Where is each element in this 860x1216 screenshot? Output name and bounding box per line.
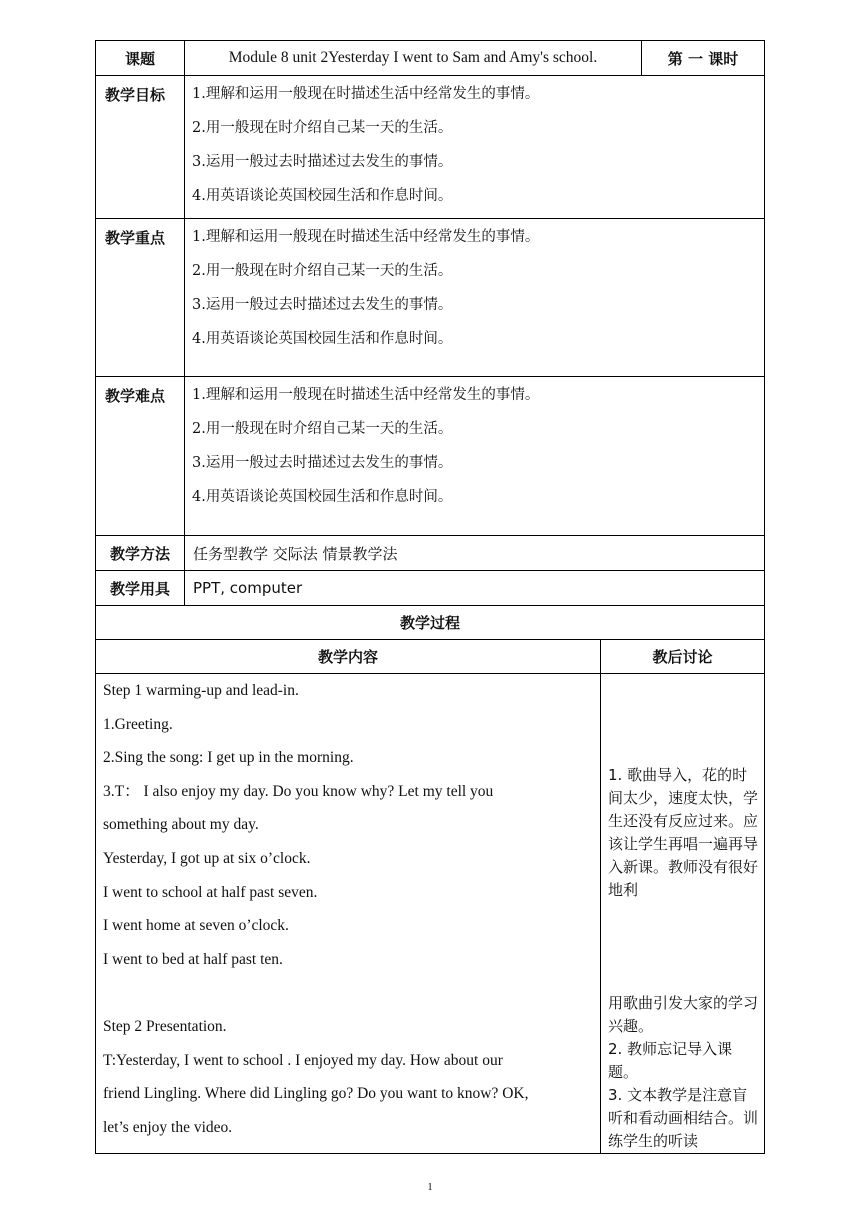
notes-header: 教后讨论 <box>601 640 765 674</box>
process-title-row <box>96 606 765 640</box>
objective-item: 4.用英语谈论英国校园生活和作息时间。 <box>192 188 453 204</box>
process-header-row <box>96 640 765 674</box>
content-line: something about my day. <box>103 816 259 834</box>
key-point-item: 2.用一般现在时介绍自己某一天的生活。 <box>192 263 453 279</box>
post-lesson-notes <box>601 674 765 1154</box>
content-line: I went to school at half past seven. <box>103 883 318 901</box>
objective-item: 2.用一般现在时介绍自己某一天的生活。 <box>192 120 453 136</box>
process-body-row <box>96 674 765 1154</box>
period-label: 第 一 课时 <box>642 41 765 76</box>
note-block: 2. 教师忘记导入课题。 <box>608 1040 733 1081</box>
lesson-plan-table <box>95 40 765 1154</box>
difficulties-list <box>185 377 765 536</box>
note-block: 3. 文本教学是注意盲听和看动画相结合。训练学生的听读 <box>608 1086 759 1150</box>
topic-row <box>96 41 765 76</box>
difficulty-item: 4.用英语谈论英国校园生活和作息时间。 <box>192 489 453 505</box>
methods-label: 教学方法 <box>96 536 185 571</box>
key-point-item: 3.运用一般过去时描述过去发生的事情。 <box>192 297 453 313</box>
key-points-row <box>96 219 765 377</box>
difficulty-item: 2.用一般现在时介绍自己某一天的生活。 <box>192 421 453 437</box>
content-line: Step 2 Presentation. <box>103 1017 227 1035</box>
process-title: 教学过程 <box>96 606 765 640</box>
topic-label: 课题 <box>96 41 185 76</box>
objective-item: 3.运用一般过去时描述过去发生的事情。 <box>192 154 453 170</box>
content-line: Yesterday, I got up at six o’clock. <box>103 849 311 867</box>
note-block: 用歌曲引发大家的学习兴趣。 <box>608 994 759 1035</box>
difficulty-item: 3.运用一般过去时描述过去发生的事情。 <box>192 455 453 471</box>
key-points-label: 教学重点 <box>96 219 185 377</box>
key-point-item: 1.理解和运用一般现在时描述生活中经常发生的事情。 <box>192 229 540 245</box>
content-line: I went to bed at half past ten. <box>103 950 283 968</box>
topic-value: Module 8 unit 2Yesterday I went to Sam and Amy's school. <box>185 41 642 76</box>
content-line: 1.Greeting. <box>103 715 173 733</box>
key-point-item: 4.用英语谈论英国校园生活和作息时间。 <box>192 331 453 347</box>
content-line: let’s enjoy the video. <box>103 1118 233 1136</box>
difficulties-row <box>96 377 765 536</box>
page-number: 1 <box>427 1181 433 1193</box>
teaching-content <box>96 674 601 1154</box>
objective-item: 1.理解和运用一般现在时描述生活中经常发生的事情。 <box>192 86 540 102</box>
methods-row <box>96 536 765 571</box>
difficulties-label: 教学难点 <box>96 377 185 536</box>
content-line: friend Lingling. Where did Lingling go? Do you want to know? OK, <box>103 1085 529 1103</box>
tools-value: PPT, computer <box>185 571 765 606</box>
content-line <box>103 982 600 1016</box>
methods-value: 任务型教学 交际法 情景教学法 <box>185 536 765 571</box>
objectives-row <box>96 76 765 219</box>
tools-label: 教学用具 <box>96 571 185 606</box>
content-line: Step 1 warming-up and lead-in. <box>103 682 299 699</box>
note-block: 1. 歌曲导入，花的时间太少，速度太快，学生还没有反应过来。应该让学生再唱一遍再导入新课。教师没有很好地利 <box>608 766 759 899</box>
objectives-label: 教学目标 <box>96 76 185 219</box>
difficulty-item: 1.理解和运用一般现在时描述生活中经常发生的事情。 <box>192 387 540 403</box>
tools-row <box>96 571 765 606</box>
key-points-list <box>185 219 765 377</box>
content-line: 2.Sing the song: I get up in the morning. <box>103 749 354 767</box>
content-line: 3.T： I also enjoy my day. Do you know why? Let my tell you <box>103 782 494 800</box>
content-line: I went home at seven o’clock. <box>103 917 289 935</box>
objectives-list <box>185 76 765 219</box>
content-line: T:Yesterday, I went to school . I enjoyed my day. How about our <box>103 1051 503 1069</box>
content-header: 教学内容 <box>96 640 601 674</box>
